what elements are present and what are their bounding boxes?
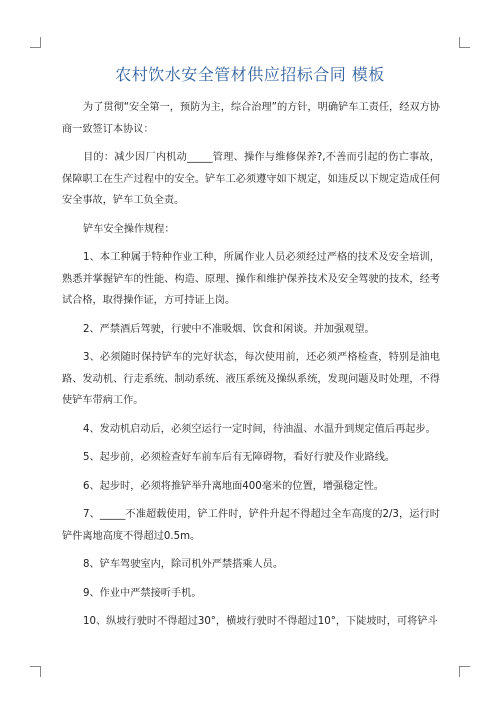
paragraph-rule-7: 7、_____不准超载使用，铲工件时，铲件升起不得超过全车高度的2/3，运行时铲件离地高度不得超过0.5m。 xyxy=(62,509,440,542)
paragraph-rule-1: 1、本工种属于特种作业工种，所属作业人员必须经过严格的技术及安全培训，熟悉并掌握铲车的性能、构造、原理、操作和维护保养技术及安全驾驶的技术，经考试合格，取得操作证，方可持证上岗。 xyxy=(62,252,440,306)
document-title: 农村饮水安全管材供应招标合同 模板 xyxy=(115,65,385,84)
paragraph-intro: 为了贯彻“安全第一，预防为主，综合治理”的方针，明确铲车工责任，经双方协商一致签订本协议： xyxy=(62,102,440,135)
paragraph-rule-5: 5、起步前，必须检查好车前车后有无障碍物，看好行驶及作业路线。 xyxy=(83,452,396,463)
paragraph-purpose: 目的：减少因厂内机动_____管理、操作与维修保养?,不善而引起的伤亡事故，保障职工在生产过程中的安全。铲车工必须遵守如下规定，如违反以下规定造成任何安全事故，铲车工负全责。 xyxy=(62,152,440,206)
crop-mark-bottom-right xyxy=(459,666,470,677)
paragraph-rule-8: 8、铲车驾驶室内，除司机外严禁搭乘人员。 xyxy=(83,559,284,570)
paragraph-rule-3: 3、必须随时保持铲车的完好状态，每次使用前，还必须严格检查，特别是油电路、发动机、行走系统、制动系统、液压系统及操纵系统，发现问题及时处理，不得使铲车带病工作。 xyxy=(62,352,440,406)
paragraph-rule-4: 4、发动机启动后，必须空运行一定时间，待油温、水温升到规定值后再起步。 xyxy=(83,423,436,435)
crop-mark-top-left xyxy=(30,37,41,48)
crop-mark-bottom-left xyxy=(30,666,41,677)
paragraph-rule-6: 6、起步时，必须将推铲举升离地面400毫米的位置，增强稳定性。 xyxy=(83,480,384,492)
paragraph-rule-2: 2、严禁酒后驾驶，行驶中不准吸烟、饮食和闲谈。并加强观望。 xyxy=(83,323,375,335)
paragraph-rule-9: 9、作业中严禁接听手机。 xyxy=(83,587,202,599)
crop-mark-top-right xyxy=(459,37,470,48)
paragraph-rules-heading: 铲车安全操作规程： xyxy=(83,223,175,235)
paragraph-rule-10: 10、纵坡行驶时不得超过30°，横坡行驶时不得超过10°，下陡坡时，可将铲斗 xyxy=(83,616,438,627)
document-body xyxy=(62,97,440,640)
